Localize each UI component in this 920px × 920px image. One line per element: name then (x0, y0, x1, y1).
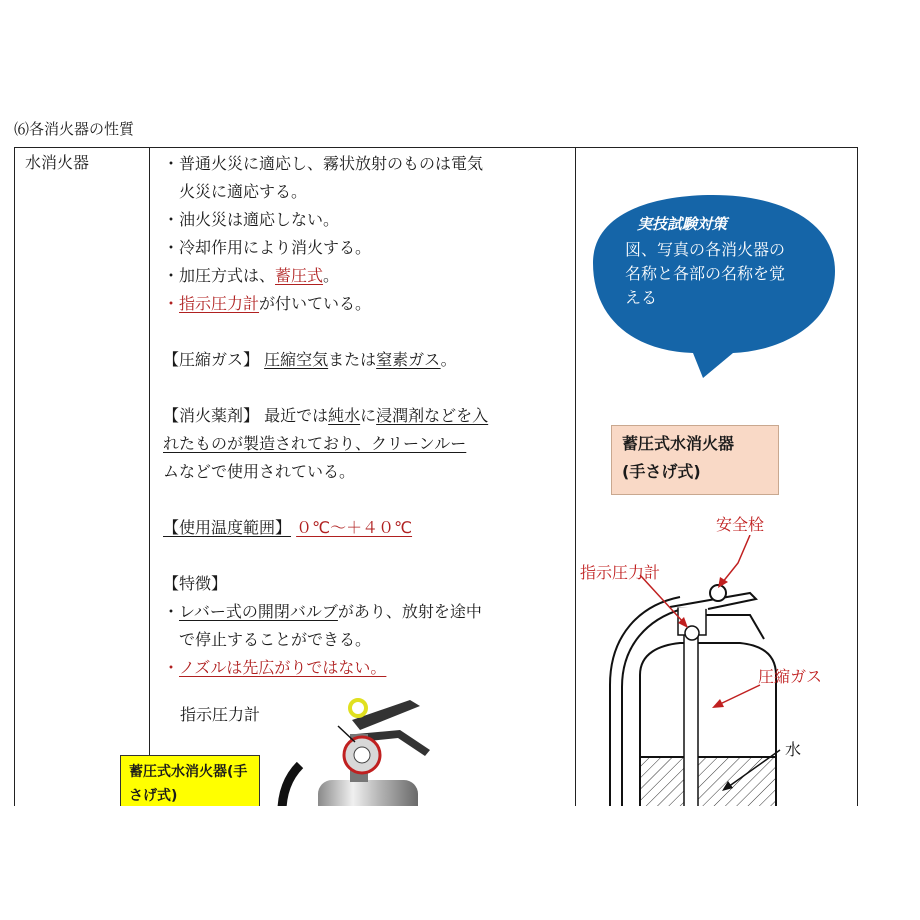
temp-value: ０℃～＋４０℃ (296, 518, 413, 537)
prop-line (163, 262, 581, 290)
page-bottom (0, 806, 920, 920)
prop-line (163, 290, 581, 318)
bubble-title: 実技試験対策 (637, 215, 728, 233)
text: 。 (323, 266, 340, 285)
keyword: レバー式の開閉バルブ (179, 602, 338, 621)
text: 最近では (264, 406, 329, 425)
keyword: 純水 (328, 406, 361, 425)
diagram-caption-line1: 蓄圧式水消火器 (622, 434, 735, 453)
feature-line (163, 654, 581, 682)
bubble-text-block (625, 212, 795, 310)
keyword: 窒素ガス (376, 350, 441, 369)
gas-heading: 【圧縮ガス】 (163, 350, 260, 369)
keyword: 蓄圧式 (275, 266, 324, 285)
text: が付いている。 (259, 294, 372, 313)
extinguisher-name: 水消火器 (25, 153, 90, 172)
keyword: 指示圧力計 (179, 294, 260, 313)
agent-line: れたものが製造されており、クリーンルー (163, 434, 467, 453)
prop-line: ・冷却作用により消火する。 (163, 238, 372, 257)
feature-line (163, 598, 581, 626)
text: ・ (163, 602, 180, 621)
temp-heading: 【使用温度範囲】 (163, 518, 292, 537)
text: ・ (163, 658, 180, 677)
text: ・加圧方式は、 (163, 266, 276, 285)
agent-line (163, 402, 581, 430)
feature-line: で停止することができる。 (179, 630, 372, 649)
text: に (360, 406, 377, 425)
extinguisher-photo (260, 690, 460, 820)
label-compressed-gas: 圧縮ガス (758, 667, 823, 686)
keyword: 圧縮空気 (264, 350, 329, 369)
label-pressure-gauge: 指示圧力計 (580, 563, 661, 582)
prop-line: 火災に適応する。 (179, 182, 308, 201)
gas-line (163, 346, 581, 374)
diagram-caption-line2: (手さげ式) (622, 462, 701, 481)
prop-line: ・油火災は適応しない。 (163, 210, 340, 229)
agent-line: ムなどで使用されている。 (163, 462, 356, 481)
label-safety-pin: 安全栓 (716, 515, 765, 534)
properties-cell (163, 150, 581, 682)
keyword: ノズルは先広がりではない。 (179, 658, 387, 677)
bubble-message: 図、写真の各消火器の名称と各部の名称を覚える (625, 240, 786, 307)
agent-heading: 【消火薬剤】 (163, 406, 260, 425)
text: ・ (163, 294, 180, 313)
temp-line (163, 514, 581, 542)
label-water: 水 (785, 740, 802, 759)
photo-gauge-label: 指示圧力計 (180, 705, 261, 724)
feature-heading: 【特徴】 (163, 574, 228, 593)
keyword: 浸潤剤などを入 (376, 406, 489, 425)
text: があり、放射を途中 (337, 602, 482, 621)
diagram-caption (611, 425, 779, 495)
section-heading: ⑹各消火器の性質 (14, 120, 135, 138)
photo-caption: 蓄圧式水消火器(手さげ式) (120, 755, 260, 825)
prop-line: ・普通火災に適応し、霧状放射のものは電気 (163, 154, 484, 173)
text: または (328, 350, 377, 369)
text: 。 (440, 350, 457, 369)
table-divider (149, 148, 150, 821)
